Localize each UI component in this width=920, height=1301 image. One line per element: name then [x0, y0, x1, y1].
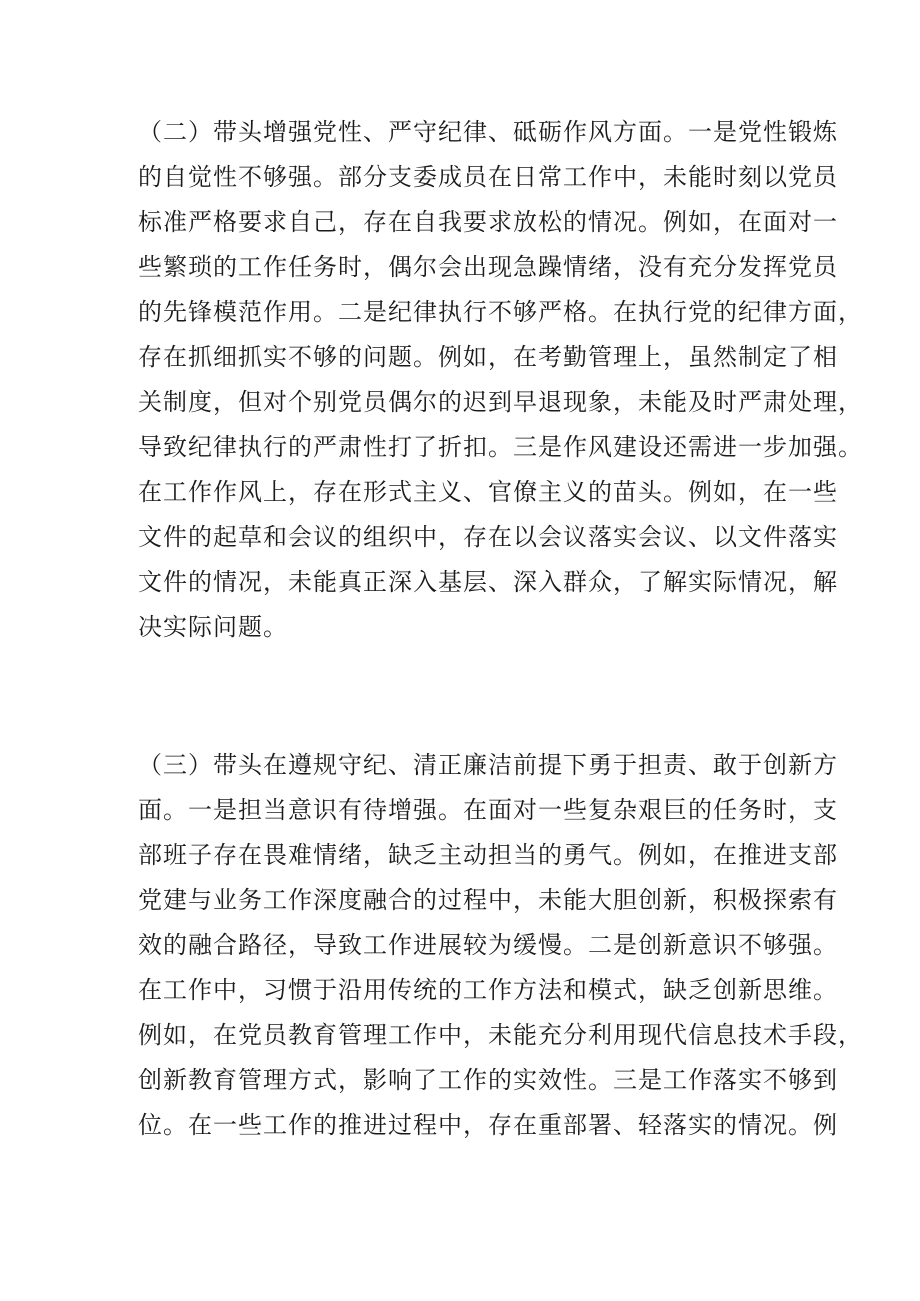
text-line: 党建与业务工作深度融合的过程中，未能大胆创新，积极探索有	[138, 886, 838, 914]
text-line-last: 决实际问题。	[138, 613, 288, 641]
text-line: 面。一是担当意识有待增强。在面对一些复杂艰巨的任务时，支	[138, 796, 838, 824]
text-line: 部班子存在畏难情绪，缺乏主动担当的勇气。例如，在推进支部	[138, 841, 838, 869]
text-line: 的自觉性不够强。部分支委成员在日常工作中，未能时刻以党员	[138, 163, 838, 191]
text-line: 存在抓细抓实不够的问题。例如，在考勤管理上，虽然制定了相	[138, 343, 838, 371]
paragraph-section-3	[138, 743, 863, 1148]
text-line: 效的融合路径，导致工作进展较为缓慢。二是创新意识不够强。	[138, 931, 838, 959]
text-line: 的先锋模范作用。二是纪律执行不够严格。在执行党的纪律方面，	[138, 298, 863, 326]
text-line: 文件的起草和会议的组织中，存在以会议落实会议、以文件落实	[138, 523, 838, 551]
text-line: 例如，在党员教育管理工作中，未能充分利用现代信息技术手段，	[138, 1021, 863, 1049]
text-line: 关制度，但对个别党员偶尔的迟到早退现象，未能及时严肃处理，	[138, 388, 863, 416]
text-line: 位。在一些工作的推进过程中，存在重部署、轻落实的情况。例	[138, 1111, 838, 1139]
paragraph-section-2	[138, 110, 863, 650]
text-line: 导致纪律执行的严肃性打了折扣。三是作风建设还需进一步加强。	[138, 433, 863, 461]
text-line: 创新教育管理方式，影响了工作的实效性。三是工作落实不够到	[138, 1066, 838, 1094]
text-line: 些繁琐的工作任务时，偶尔会出现急躁情绪，没有充分发挥党员	[138, 253, 838, 281]
text-line: （三）带头在遵规守纪、清正廉洁前提下勇于担责、敢于创新方	[138, 751, 838, 779]
text-line: 标准严格要求自己，存在自我要求放松的情况。例如，在面对一	[138, 208, 838, 236]
text-line: 文件的情况，未能真正深入基层、深入群众，了解实际情况，解	[138, 568, 838, 596]
text-line: 在工作中，习惯于沿用传统的工作方法和模式，缺乏创新思维。	[138, 976, 838, 1004]
text-line: 在工作作风上，存在形式主义、官僚主义的苗头。例如，在一些	[138, 478, 838, 506]
text-line: （二）带头增强党性、严守纪律、砥砺作风方面。一是党性锻炼	[138, 118, 838, 146]
